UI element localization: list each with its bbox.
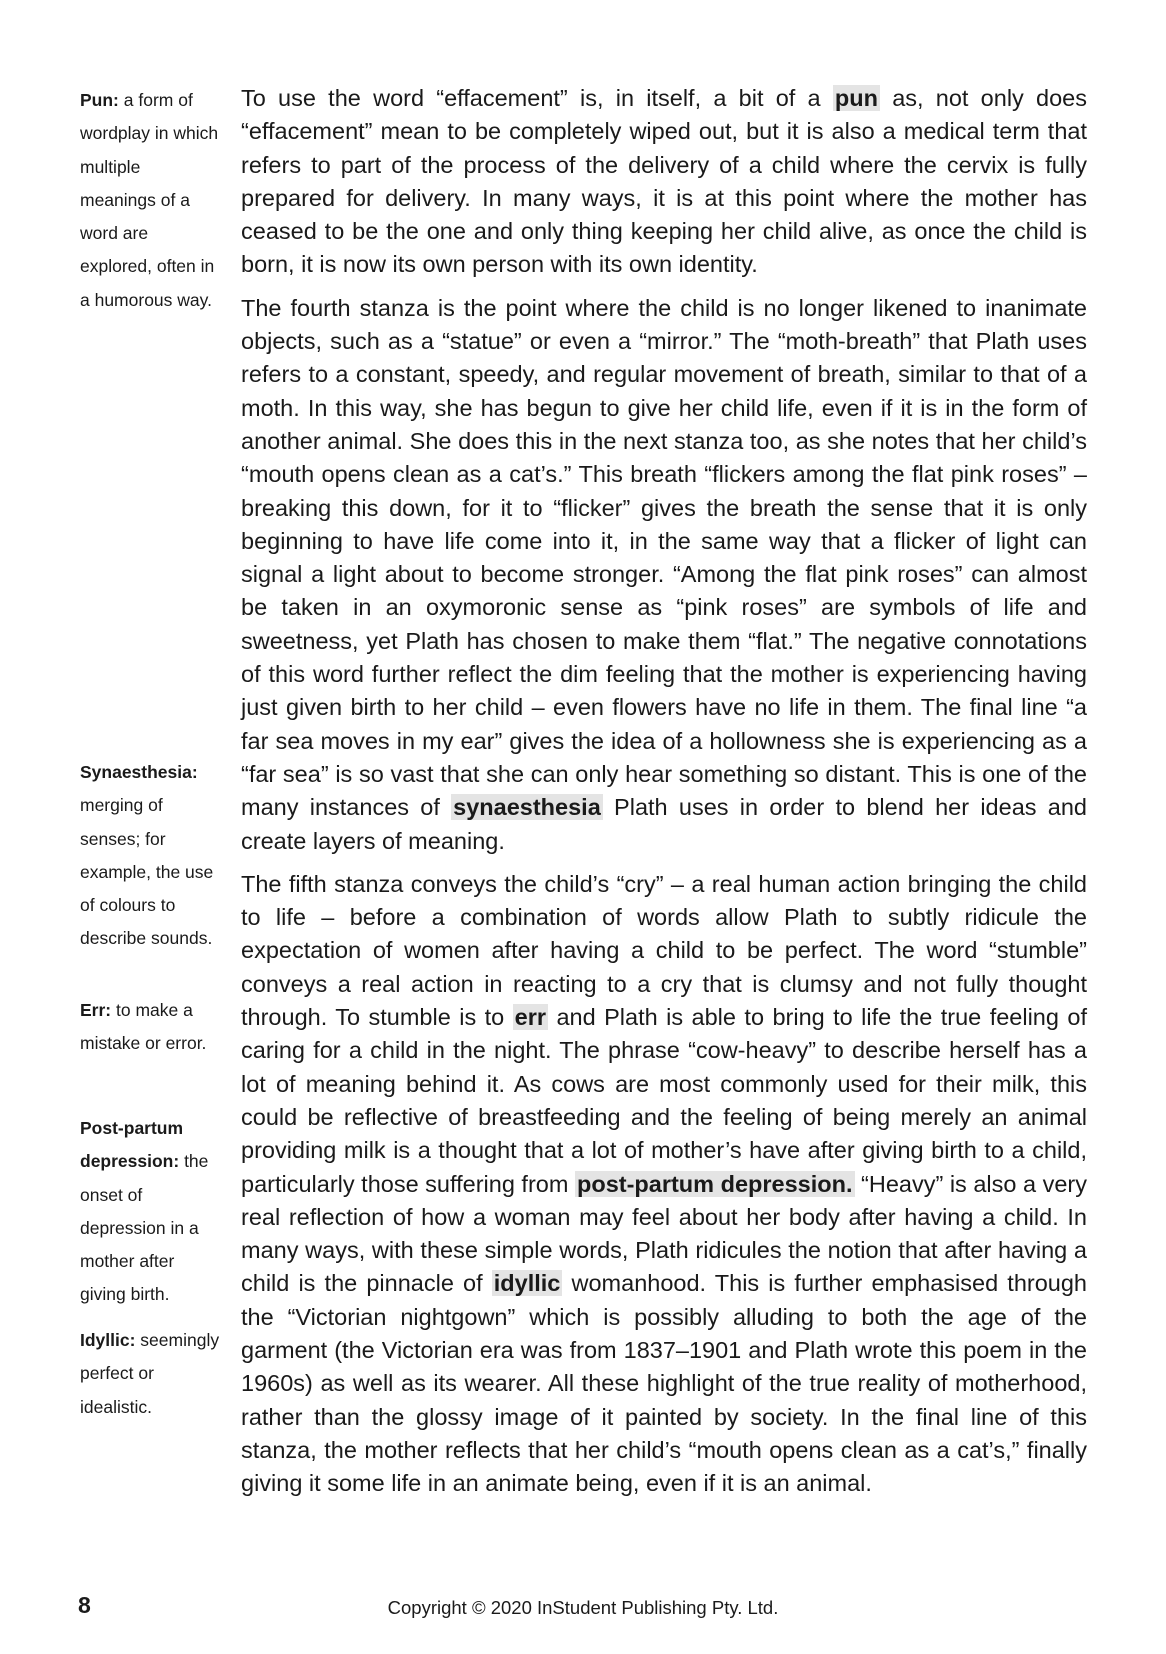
glossary-term: Synaesthesia: xyxy=(80,762,198,782)
glossary-entry-pun xyxy=(80,84,220,317)
glossary-entry-post-partum-depression xyxy=(80,1112,220,1312)
text-run: and Plath is able to bring to life the true feeling of caring for a child in the night. The phrase “cow-heavy” to describe herself has a lot of meaning behind it. As cows are most commonly used for their milk, this could be reflective of breastfeeding and the feeling of being merely an animal providing milk is a thought that a lot of mother’s have after giving birth to a child, particularly those suffering from xyxy=(241,1004,1087,1197)
page-number: 8 xyxy=(78,1592,91,1618)
keyword-err: err xyxy=(514,1004,547,1031)
glossary-definition: the onset of depression in a mother after giving birth. xyxy=(80,1151,209,1305)
text-run: Plath uses in order to blend her ideas and create layers of meaning. xyxy=(241,794,1087,854)
keyword-synaesthesia: synaesthesia xyxy=(453,794,601,821)
paragraph-fourth-stanza xyxy=(241,292,1087,858)
text-run: as, not only does “effacement” mean to be completely wiped out, but it is also a medical term that refers to part of the process of the delivery of a child where the cervix is fully prepared for delivery. In many ways, it is at this point where the mother has ceased to be the one and only thing keeping her child alive, as once the child is born, it is now its own person with its own identity. xyxy=(241,85,1087,278)
glossary-definition: seemingly perfect or idealistic. xyxy=(80,1330,220,1417)
glossary-definition: a form of wordplay in which multiple meanings of a word are explored, often in a humorous way. xyxy=(80,90,219,310)
glossary-entry-err xyxy=(80,994,220,1061)
glossary-definition: to make a mistake or error. xyxy=(80,1000,207,1054)
text-run: To use the word “effacement” is, in itself, a bit of a xyxy=(241,85,833,111)
glossary-term: Post-partum depression: xyxy=(80,1118,184,1172)
glossary-entry-synaesthesia xyxy=(80,756,220,956)
paragraph-effacement xyxy=(241,82,1087,282)
copyright-notice: Copyright © 2020 InStudent Publishing Pty. Ltd. xyxy=(387,1597,779,1618)
body-text xyxy=(241,82,1087,1510)
glossary-term: Err: xyxy=(80,1000,112,1020)
glossary-term: Idyllic: xyxy=(80,1330,136,1350)
keyword-pun: pun xyxy=(834,85,878,111)
glossary-definition: merging of senses; for example, the use of colours to describe sounds. xyxy=(80,795,214,949)
text-run: “Heavy” is also a very real reflection of how a woman may feel about her body after having a child. In many ways, with these simple words, Plath ridicules the notion that after having a child is the pinnacle of xyxy=(241,1170,1087,1297)
keyword-idyllic: idyllic xyxy=(493,1270,561,1297)
text-run: womanhood. This is further emphasised through the “Victorian nightgown” which is possibly alluding to both the age of the garment (the Victorian era was from 1837–1901 and Plath wrote this poem in the 1960s) as well as its wearer. All these highlight of the true reality of motherhood, rather than the glossy image of it painted by society. In the final line of this stanza, the mother reflects that her child’s “mouth opens clean as a cat’s,” finally giving it some life in an animate being, even if it is an animal. xyxy=(241,1270,1088,1497)
text-run: The fifth stanza conveys the child’s “cry” – a real human action bringing the child to life – before a combination of words allow Plath to subtly ridicule the expectation of women after having a child to be perfect. The word “stumble” conveys a real action in reacting to a cry that is clumsy and not fully thought through. To stumble is to xyxy=(241,870,1087,1031)
glossary-entry-idyllic xyxy=(80,1324,220,1424)
glossary-term: Pun: xyxy=(80,90,119,110)
keyword-post-partum-depression: post-partum depression. xyxy=(576,1170,853,1197)
text-run: The fourth stanza is the point where the child is no longer likened to inanimate objects, such as a “statue” or even a “mirror.” The “moth-breath” that Plath uses refers to a constant, speedy, and regular movement of breath, similar to that of a moth. In this way, she has begun to give her child life, even if it is in the form of another animal. She does this in the next stanza too, as she notes that her child’s “mouth opens clean as a cat’s.” This breath “flickers among the flat pink roses” – breaking this down, for it to “flicker” gives the breath the sense that it is only beginning to have life come into it, in the same way that a flicker of light can signal a light about to become stronger. “Among the flat pink roses” can almost be taken in an oxymoronic sense as “pink roses” are symbols of life and sweetness, yet Plath has chosen to make them “flat.” The negative connotations of this word further reflect the dim feeling that the mother is experiencing having just given birth to her child – even flowers have no life in them. The final line “a far sea moves in my ear” gives the idea of a hollowness she is experiencing as a “far sea” is so vast that she can only hear something so distant. This is one of the many instances of xyxy=(241,294,1087,821)
paragraph-fifth-stanza xyxy=(241,868,1087,1501)
